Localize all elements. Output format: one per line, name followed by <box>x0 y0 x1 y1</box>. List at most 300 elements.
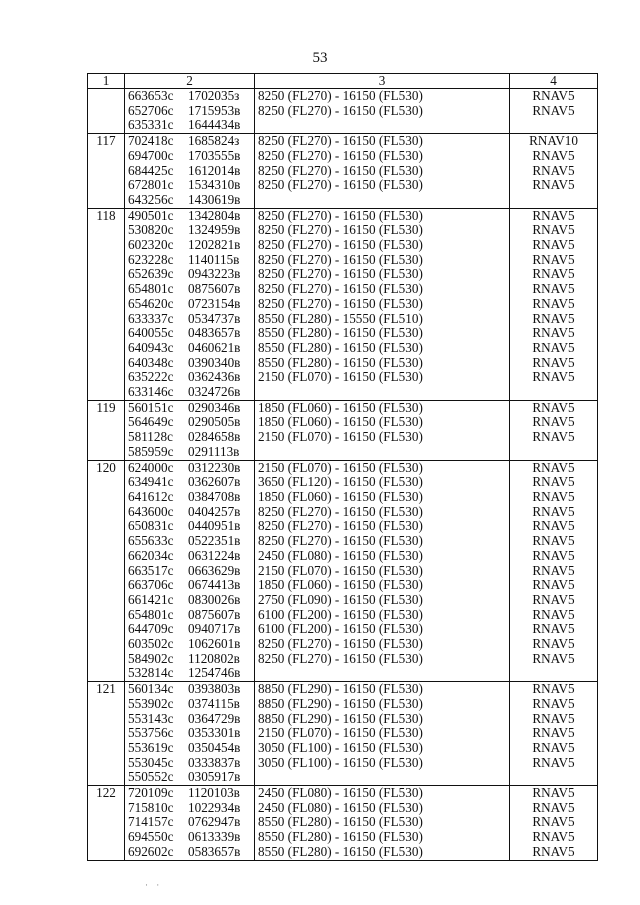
coordinates-cell <box>125 741 255 756</box>
table-row <box>88 341 598 356</box>
route-number-cell <box>88 490 125 505</box>
longitude: 0353301в <box>188 726 241 741</box>
nav-spec-cell: RNAV5 <box>510 815 598 830</box>
route-number-cell <box>88 267 125 282</box>
coordinates-cell <box>125 312 255 327</box>
table-row <box>88 490 598 505</box>
table-row <box>88 622 598 637</box>
scan-artifact: · · <box>145 880 163 890</box>
coordinates-cell <box>125 253 255 268</box>
altitude-range-cell: 8250 (FL270) - 16150 (FL530) <box>255 89 510 104</box>
table-row <box>88 741 598 756</box>
altitude-range-cell: 8550 (FL280) - 16150 (FL530) <box>255 815 510 830</box>
table-row <box>88 223 598 238</box>
table-row <box>88 312 598 327</box>
altitude-range-cell: 8550 (FL280) - 16150 (FL530) <box>255 830 510 845</box>
longitude: 1324959в <box>188 223 241 238</box>
coordinates-cell <box>125 505 255 520</box>
latitude: 641612с <box>128 489 174 504</box>
nav-spec-cell: RNAV5 <box>510 356 598 371</box>
altitude-range-cell <box>255 118 510 133</box>
altitude-range-cell: 2150 (FL070) - 16150 (FL530) <box>255 430 510 445</box>
latitude: 530820с <box>128 223 174 238</box>
table-row <box>88 445 598 460</box>
nav-spec-cell: RNAV5 <box>510 845 598 860</box>
table-row <box>88 460 598 475</box>
nav-spec-cell: RNAV5 <box>510 253 598 268</box>
nav-spec-cell: RNAV5 <box>510 830 598 845</box>
latitude: 634941с <box>128 475 174 490</box>
route-number-cell <box>88 430 125 445</box>
latitude: 603502с <box>128 637 174 652</box>
route-number-cell <box>88 445 125 460</box>
coordinates-cell <box>125 549 255 564</box>
coordinates-cell <box>125 770 255 785</box>
table-row <box>88 786 598 801</box>
nav-spec-cell <box>510 770 598 785</box>
nav-spec-cell: RNAV5 <box>510 741 598 756</box>
route-number-cell <box>88 223 125 238</box>
latitude: 640055с <box>128 326 174 341</box>
coordinates-cell <box>125 475 255 490</box>
nav-spec-cell: RNAV5 <box>510 104 598 119</box>
table-body <box>88 89 598 861</box>
page-number: 53 <box>312 50 328 66</box>
nav-spec-cell: RNAV5 <box>510 756 598 771</box>
route-number-cell <box>88 253 125 268</box>
coordinates-cell <box>125 490 255 505</box>
latitude: 624000с <box>128 460 174 475</box>
coordinates-cell <box>125 845 255 860</box>
nav-spec-cell <box>510 193 598 208</box>
longitude: 0483657в <box>188 326 241 341</box>
col-header-4: 4 <box>510 74 598 89</box>
coordinates-cell <box>125 430 255 445</box>
latitude: 684425с <box>128 163 174 178</box>
altitude-range-cell: 8550 (FL280) - 16150 (FL530) <box>255 326 510 341</box>
altitude-range-cell: 2150 (FL070) - 16150 (FL530) <box>255 726 510 741</box>
route-number-cell <box>88 564 125 579</box>
table-row <box>88 608 598 623</box>
col-header-1: 1 <box>88 74 125 89</box>
nav-spec-cell: RNAV5 <box>510 326 598 341</box>
longitude: 0762947в <box>188 815 241 830</box>
longitude: 0522351в <box>188 534 241 549</box>
altitude-range-cell: 8850 (FL290) - 16150 (FL530) <box>255 697 510 712</box>
longitude: 1140115в <box>188 252 240 267</box>
route-number-cell <box>88 178 125 193</box>
route-number-cell <box>88 475 125 490</box>
nav-spec-cell: RNAV5 <box>510 652 598 667</box>
latitude: 553902с <box>128 696 174 711</box>
longitude: 0613339в <box>188 830 241 845</box>
altitude-range-cell: 1850 (FL060) - 16150 (FL530) <box>255 578 510 593</box>
latitude: 633146с <box>128 385 174 400</box>
altitude-range-cell: 8250 (FL270) - 16150 (FL530) <box>255 267 510 282</box>
longitude: 1062601в <box>188 637 241 652</box>
nav-spec-cell: RNAV5 <box>510 697 598 712</box>
altitude-range-cell: 8250 (FL270) - 16150 (FL530) <box>255 238 510 253</box>
longitude: 0324726в <box>188 385 241 400</box>
longitude: 0404257в <box>188 504 241 519</box>
coordinates-cell <box>125 89 255 104</box>
longitude: 0362436в <box>188 370 241 385</box>
nav-spec-cell: RNAV5 <box>510 564 598 579</box>
coordinates-cell <box>125 712 255 727</box>
longitude: 0291113в <box>188 444 240 459</box>
longitude: 0290505в <box>188 415 241 430</box>
longitude: 0875607в <box>188 282 241 297</box>
longitude: 1644434в <box>188 118 241 133</box>
nav-spec-cell: RNAV5 <box>510 400 598 415</box>
nav-spec-cell: RNAV5 <box>510 341 598 356</box>
table-row <box>88 149 598 164</box>
latitude: 490501с <box>128 208 174 223</box>
coordinates-cell <box>125 385 255 400</box>
coordinates-cell <box>125 326 255 341</box>
table-row <box>88 726 598 741</box>
table-row <box>88 134 598 149</box>
nav-spec-cell: RNAV5 <box>510 430 598 445</box>
route-number-cell <box>88 356 125 371</box>
nav-spec-cell <box>510 118 598 133</box>
table-row <box>88 712 598 727</box>
altitude-range-cell: 1850 (FL060) - 16150 (FL530) <box>255 415 510 430</box>
coordinates-cell <box>125 149 255 164</box>
nav-spec-cell: RNAV5 <box>510 786 598 801</box>
longitude: 1703555в <box>188 148 241 163</box>
route-number-cell <box>88 666 125 681</box>
route-number-cell <box>88 741 125 756</box>
nav-spec-cell: RNAV5 <box>510 726 598 741</box>
altitude-range-cell: 2450 (FL080) - 16150 (FL530) <box>255 786 510 801</box>
latitude: 633337с <box>128 311 174 326</box>
nav-spec-cell: RNAV5 <box>510 282 598 297</box>
table-row <box>88 164 598 179</box>
longitude: 0312230в <box>188 460 241 475</box>
longitude: 1685824з <box>188 133 240 149</box>
coordinates-cell <box>125 415 255 430</box>
nav-spec-cell: RNAV5 <box>510 622 598 637</box>
table-row <box>88 178 598 193</box>
altitude-range-cell: 1850 (FL060) - 16150 (FL530) <box>255 490 510 505</box>
route-number-cell <box>88 801 125 816</box>
route-number-cell <box>88 652 125 667</box>
latitude: 715810с <box>128 800 174 815</box>
nav-spec-cell: RNAV5 <box>510 534 598 549</box>
longitude: 0583657в <box>188 844 241 859</box>
route-number-cell <box>88 845 125 860</box>
longitude: 1534310в <box>188 178 241 193</box>
route-number-cell: 120 <box>88 460 125 475</box>
longitude: 0362607в <box>188 475 241 490</box>
coordinates-cell <box>125 223 255 238</box>
longitude: 1342804в <box>188 208 241 223</box>
route-number-cell <box>88 593 125 608</box>
nav-spec-cell: RNAV5 <box>510 164 598 179</box>
longitude: 0440951в <box>188 519 241 534</box>
route-number-cell: 121 <box>88 682 125 697</box>
table-row <box>88 637 598 652</box>
coordinates-cell <box>125 460 255 475</box>
latitude: 643600с <box>128 504 174 519</box>
coordinates-cell <box>125 652 255 667</box>
nav-spec-cell: RNAV10 <box>510 134 598 149</box>
latitude: 662034с <box>128 548 174 563</box>
altitude-range-cell: 3650 (FL120) - 16150 (FL530) <box>255 475 510 490</box>
coordinates-cell <box>125 370 255 385</box>
longitude: 0333837в <box>188 755 241 770</box>
route-number-cell <box>88 815 125 830</box>
route-table <box>87 73 598 861</box>
route-number-cell <box>88 193 125 208</box>
longitude: 0723154в <box>188 296 241 311</box>
nav-spec-cell: RNAV5 <box>510 297 598 312</box>
coordinates-cell <box>125 267 255 282</box>
col-header-3: 3 <box>255 74 510 89</box>
latitude: 560134с <box>128 681 174 697</box>
table-row <box>88 830 598 845</box>
coordinates-cell <box>125 208 255 223</box>
longitude: 0384708в <box>188 489 241 504</box>
route-number-cell <box>88 385 125 400</box>
latitude: 650831с <box>128 519 174 534</box>
altitude-range-cell: 2150 (FL070) - 16150 (FL530) <box>255 370 510 385</box>
altitude-range-cell: 2150 (FL070) - 16150 (FL530) <box>255 460 510 475</box>
latitude: 553756с <box>128 726 174 741</box>
longitude: 1120103в <box>188 785 240 801</box>
altitude-range-cell: 8250 (FL270) - 16150 (FL530) <box>255 178 510 193</box>
latitude: 654620с <box>128 296 174 311</box>
altitude-range-cell: 8250 (FL270) - 16150 (FL530) <box>255 297 510 312</box>
table-row <box>88 505 598 520</box>
route-number-cell <box>88 712 125 727</box>
latitude: 663706с <box>128 578 174 593</box>
altitude-range-cell: 8550 (FL280) - 16150 (FL530) <box>255 356 510 371</box>
altitude-range-cell: 1850 (FL060) - 16150 (FL530) <box>255 400 510 415</box>
coordinates-cell <box>125 356 255 371</box>
nav-spec-cell: RNAV5 <box>510 637 598 652</box>
route-number-cell <box>88 89 125 104</box>
coordinates-cell <box>125 666 255 681</box>
altitude-range-cell: 8250 (FL270) - 16150 (FL530) <box>255 104 510 119</box>
route-number-cell <box>88 164 125 179</box>
latitude: 640943с <box>128 340 174 355</box>
nav-spec-cell: RNAV5 <box>510 475 598 490</box>
altitude-range-cell <box>255 385 510 400</box>
table-row <box>88 564 598 579</box>
latitude: 585959с <box>128 444 174 459</box>
table-row <box>88 267 598 282</box>
table-row <box>88 385 598 400</box>
latitude: 714157с <box>128 815 174 830</box>
latitude: 560151с <box>128 400 174 415</box>
coordinates-cell <box>125 297 255 312</box>
route-number-cell <box>88 104 125 119</box>
table-row <box>88 356 598 371</box>
latitude: 652706с <box>128 103 174 118</box>
coordinates-cell <box>125 134 255 149</box>
table-row <box>88 593 598 608</box>
table-row <box>88 253 598 268</box>
nav-spec-cell: RNAV5 <box>510 578 598 593</box>
longitude: 1202821в <box>188 238 241 253</box>
latitude: 553143с <box>128 711 174 726</box>
route-number-cell <box>88 282 125 297</box>
nav-spec-cell: RNAV5 <box>510 89 598 104</box>
route-number-cell <box>88 578 125 593</box>
nav-spec-cell: RNAV5 <box>510 490 598 505</box>
altitude-range-cell: 6100 (FL200) - 16150 (FL530) <box>255 608 510 623</box>
altitude-range-cell: 8250 (FL270) - 16150 (FL530) <box>255 282 510 297</box>
latitude: 644709с <box>128 622 174 637</box>
longitude: 0374115в <box>188 696 240 711</box>
nav-spec-cell: RNAV5 <box>510 223 598 238</box>
longitude: 0460621в <box>188 340 241 355</box>
coordinates-cell <box>125 193 255 208</box>
nav-spec-cell: RNAV5 <box>510 608 598 623</box>
route-number-cell <box>88 770 125 785</box>
route-number-cell <box>88 370 125 385</box>
route-number-cell <box>88 726 125 741</box>
coordinates-cell <box>125 341 255 356</box>
longitude: 1612014в <box>188 163 241 178</box>
altitude-range-cell: 8250 (FL270) - 16150 (FL530) <box>255 253 510 268</box>
coordinates-cell <box>125 608 255 623</box>
coordinates-cell <box>125 593 255 608</box>
route-number-cell <box>88 830 125 845</box>
altitude-range-cell <box>255 770 510 785</box>
route-number-cell <box>88 415 125 430</box>
route-number-cell <box>88 756 125 771</box>
longitude: 0390340в <box>188 355 241 370</box>
nav-spec-cell: RNAV5 <box>510 712 598 727</box>
table-row <box>88 801 598 816</box>
altitude-range-cell: 8550 (FL280) - 15550 (FL510) <box>255 312 510 327</box>
latitude: 550552с <box>128 770 174 785</box>
nav-spec-cell: RNAV5 <box>510 238 598 253</box>
altitude-range-cell: 2750 (FL090) - 16150 (FL530) <box>255 593 510 608</box>
table-row <box>88 815 598 830</box>
latitude: 702418с <box>128 133 174 149</box>
longitude: 0350454в <box>188 740 241 755</box>
latitude: 661421с <box>128 592 174 607</box>
table-row <box>88 652 598 667</box>
nav-spec-cell: RNAV5 <box>510 549 598 564</box>
latitude: 553619с <box>128 740 174 755</box>
route-number-cell <box>88 297 125 312</box>
route-number-cell <box>88 697 125 712</box>
coordinates-cell <box>125 815 255 830</box>
altitude-range-cell: 8250 (FL270) - 16150 (FL530) <box>255 149 510 164</box>
altitude-range-cell: 8250 (FL270) - 16150 (FL530) <box>255 134 510 149</box>
table-row <box>88 208 598 223</box>
longitude: 1120802в <box>188 651 240 666</box>
longitude: 0284658в <box>188 430 241 445</box>
route-number-cell <box>88 341 125 356</box>
nav-spec-cell: RNAV5 <box>510 267 598 282</box>
route-number-cell <box>88 637 125 652</box>
table-row <box>88 282 598 297</box>
latitude: 635331с <box>128 118 174 133</box>
coordinates-cell <box>125 830 255 845</box>
coordinates-cell <box>125 104 255 119</box>
coordinates-cell <box>125 118 255 133</box>
latitude: 643256с <box>128 192 174 207</box>
coordinates-cell <box>125 578 255 593</box>
table-row <box>88 475 598 490</box>
table-row <box>88 845 598 860</box>
coordinates-cell <box>125 282 255 297</box>
longitude: 0364729в <box>188 711 241 726</box>
coordinates-cell <box>125 682 255 697</box>
latitude: 654801с <box>128 607 174 622</box>
table-row <box>88 549 598 564</box>
coordinates-cell <box>125 801 255 816</box>
table-row <box>88 756 598 771</box>
nav-spec-cell: RNAV5 <box>510 178 598 193</box>
table-row <box>88 326 598 341</box>
nav-spec-cell: RNAV5 <box>510 149 598 164</box>
altitude-range-cell: 8250 (FL270) - 16150 (FL530) <box>255 164 510 179</box>
longitude: 1715953в <box>188 103 241 118</box>
latitude: 635222с <box>128 370 174 385</box>
latitude: 564649с <box>128 415 174 430</box>
altitude-range-cell: 8250 (FL270) - 16150 (FL530) <box>255 652 510 667</box>
nav-spec-cell: RNAV5 <box>510 801 598 816</box>
table-row <box>88 297 598 312</box>
latitude: 692602с <box>128 844 174 859</box>
altitude-range-cell: 2450 (FL080) - 16150 (FL530) <box>255 801 510 816</box>
nav-spec-cell: RNAV5 <box>510 312 598 327</box>
route-number-cell: 122 <box>88 786 125 801</box>
route-number-cell: 117 <box>88 134 125 149</box>
coordinates-cell <box>125 534 255 549</box>
nav-spec-cell <box>510 445 598 460</box>
altitude-range-cell: 2450 (FL080) - 16150 (FL530) <box>255 549 510 564</box>
altitude-range-cell: 8550 (FL280) - 16150 (FL530) <box>255 341 510 356</box>
route-number-cell: 119 <box>88 400 125 415</box>
latitude: 602320с <box>128 238 174 253</box>
route-number-cell <box>88 608 125 623</box>
latitude: 553045с <box>128 755 174 770</box>
route-number-cell <box>88 238 125 253</box>
coordinates-cell <box>125 164 255 179</box>
altitude-range-cell: 8250 (FL270) - 16150 (FL530) <box>255 208 510 223</box>
col-header-2: 2 <box>125 74 255 89</box>
latitude: 694700с <box>128 148 174 163</box>
altitude-range-cell: 8250 (FL270) - 16150 (FL530) <box>255 223 510 238</box>
table-header-row <box>88 74 598 89</box>
latitude: 655633с <box>128 534 174 549</box>
coordinates-cell <box>125 756 255 771</box>
longitude: 0631224в <box>188 548 241 563</box>
table-row <box>88 666 598 681</box>
coordinates-cell <box>125 786 255 801</box>
route-number-cell <box>88 149 125 164</box>
nav-spec-cell: RNAV5 <box>510 593 598 608</box>
nav-spec-cell: RNAV5 <box>510 460 598 475</box>
route-number-cell <box>88 549 125 564</box>
longitude: 0305917в <box>188 770 241 785</box>
latitude: 584902с <box>128 651 174 666</box>
longitude: 1254746в <box>188 666 241 681</box>
coordinates-cell <box>125 445 255 460</box>
table-row <box>88 370 598 385</box>
latitude: 694550с <box>128 830 174 845</box>
route-number-cell <box>88 312 125 327</box>
longitude: 0290346в <box>188 400 241 415</box>
